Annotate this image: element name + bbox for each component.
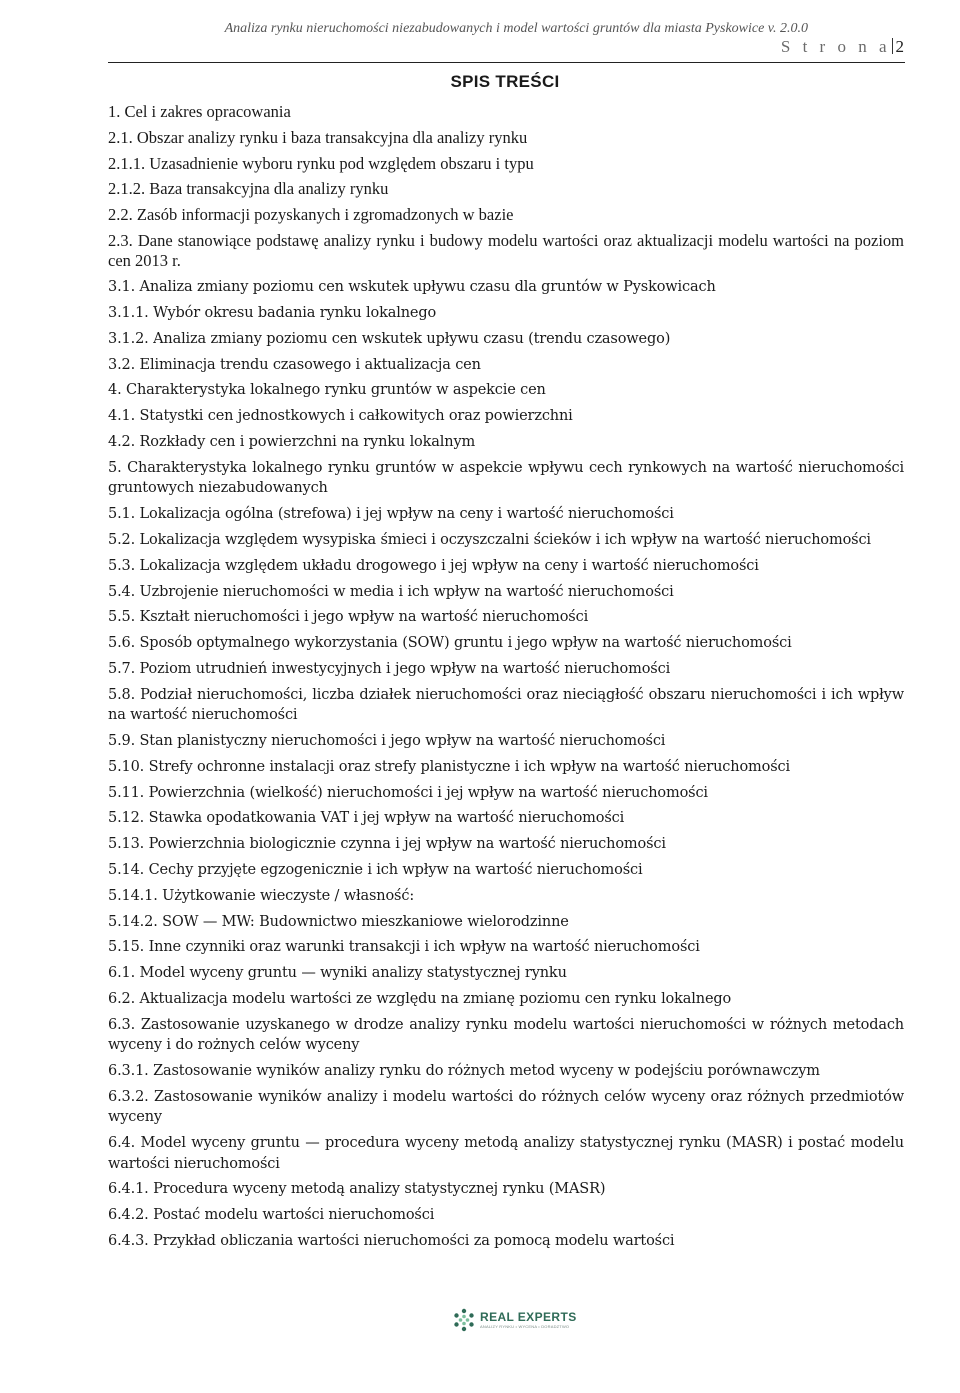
toc-entry[interactable]: 6.4.2. Postać modelu wartości nieruchomości — [108, 1207, 435, 1224]
toc-entry[interactable]: 1. Cel i zakres opracowania — [108, 102, 291, 121]
toc-entry[interactable]: 5. Charakterystyka lokalnego rynku gruntów w aspekcie wpływu cech rynkowych na wartość nieruchomości gruntowych niezabudowanych — [108, 459, 904, 497]
toc-entry[interactable]: 5.14.2. SOW — MW: Budownictwo mieszkaniowe wielorodzinne — [108, 913, 569, 930]
toc-entry[interactable]: 6.3.2. Zastosowanie wyników analizy i modelu wartości do różnych celów wyceny oraz różnych przedmiotów wyceny — [108, 1088, 904, 1126]
toc-entry[interactable]: 6.4.1. Procedura wyceny metodą analizy statystycznej rynku (MASR) — [108, 1181, 606, 1198]
toc-entry[interactable]: 4.2. Rozkłady cen i powierzchni na rynku lokalnym — [108, 434, 476, 451]
toc-entry[interactable]: 5.4. Uzbrojenie nieruchomości w media i ich wpływ na wartość nieruchomości — [108, 583, 674, 600]
toc-entry[interactable]: 6.4. Model wyceny gruntu — procedura wyceny metodą analizy statystycznej rynku (MASR) i postać modelu wartości nieruchomości — [108, 1135, 904, 1172]
toc-entry[interactable]: 5.11. Powierzchnia (wielkość) nieruchomości i jej wpływ na wartość nieruchomości — [108, 784, 708, 801]
toc-entry[interactable]: 5.7. Poziom utrudnień inwestycyjnych i jego wpływ na wartość nieruchomości — [108, 660, 671, 677]
toc-entry[interactable]: 4. Charakterystyka lokalnego rynku gruntów w aspekcie cen — [108, 382, 546, 399]
toc-entry[interactable]: 2.1.2. Baza transakcyjna dla analizy rynku — [108, 179, 389, 199]
toc-entry[interactable]: 2.2. Zasób informacji pozyskanych i zgromadzonych w bazie — [108, 205, 514, 225]
toc-entry[interactable]: 2.1. Obszar analizy rynku i baza transakcyjna dla analizy rynku — [108, 127, 528, 147]
footer-logo — [453, 1308, 577, 1332]
page-label: S t r o n a — [780, 37, 891, 56]
page-number-separator — [892, 38, 893, 54]
toc-entry[interactable]: 5.12. Stawka opodatkowania VAT i jej wpływ na wartość nieruchomości — [108, 810, 625, 827]
toc-entry[interactable]: 5.15. Inne czynniki oraz warunki transakcji i ich wpływ na wartość nieruchomości — [108, 939, 700, 956]
header-rule — [108, 62, 905, 63]
logo-name: REAL EXPERTS — [480, 1309, 577, 1324]
toc-entry[interactable]: 5.14. Cechy przyjęte egzogenicznie i ich wpływ na wartość nieruchomości — [108, 862, 643, 879]
toc-entry[interactable]: 6.1. Model wyceny gruntu — wyniki analizy statystycznej rynku — [108, 965, 567, 982]
page-number-line — [781, 37, 904, 57]
toc-entry[interactable]: 5.8. Podział nieruchomości, liczba działek nieruchomości oraz nieciągłość obszaru nieruchomości i ich wpływ na wartość nieruchomości — [108, 686, 904, 724]
toc-entry[interactable]: 6.2. Aktualizacja modelu wartości ze względu na zmianę poziomu cen rynku lokalnego — [108, 991, 732, 1007]
table-of-contents — [108, 102, 904, 1257]
toc-entry[interactable]: 6.3. Zastosowanie uzyskanego w drodze analizy rynku modelu wartości nieruchomości w różnych metodach wyceny i do rożnych celów wyceny — [108, 1016, 904, 1054]
toc-entry[interactable]: 6.4.3. Przykład obliczania wartości nieruchomości za pomocą modelu wartości — [108, 1233, 675, 1250]
toc-entry[interactable]: 4.1. Statystki cen jednostkowych i całkowitych oraz powierzchni — [108, 408, 573, 425]
toc-entry[interactable]: 6.3.1. Zastosowanie wyników analizy rynku do różnych metod wyceny w podejściu porównawczym — [108, 1063, 820, 1080]
toc-entry[interactable]: 5.3. Lokalizacja względem układu drogowego i jej wpływ na ceny i wartość nieruchomości — [108, 557, 759, 574]
toc-entry[interactable]: 5.14.1. Użytkowanie wieczyste / własność: — [108, 887, 415, 904]
toc-entry[interactable]: 3.1.2. Analiza zmiany poziomu cen wskutek upływu czasu (trendu czasowego) — [108, 330, 671, 347]
toc-entry[interactable]: 3.2. Eliminacja trendu czasowego i aktualizacja cen — [108, 356, 481, 373]
toc-entry[interactable]: 2.3. Dane stanowiące podstawę analizy rynku i budowy modelu wartości oraz aktualizacji modelu wartości na poziom cen 2013 r. — [108, 230, 904, 271]
toc-entry[interactable]: 5.1. Lokalizacja ogólna (strefowa) i jej wpływ na ceny i wartość nieruchomości — [108, 506, 674, 523]
toc-entry[interactable]: 5.5. Kształt nieruchomości i jego wpływ na wartość nieruchomości — [108, 609, 589, 626]
toc-entry[interactable]: 3.1.1. Wybór okresu badania rynku lokalnego — [108, 305, 437, 322]
real-experts-logo-icon — [453, 1308, 475, 1332]
toc-entry[interactable]: 5.9. Stan planistyczny nieruchomości i jego wpływ na wartość nieruchomości — [108, 733, 666, 750]
toc-entry[interactable]: 5.2. Lokalizacja względem wysypiska śmieci i oczyszczalni ścieków i ich wpływ na wartość nieruchomości — [108, 531, 871, 548]
page-number: 2 — [895, 37, 904, 56]
logo-tagline: ANALIZY RYNKU • WYCENA • DORADZTWO — [480, 1323, 570, 1329]
toc-entry[interactable]: 5.10. Strefy ochronne instalacji oraz strefy planistyczne i ich wpływ na wartość nieruchomości — [108, 758, 790, 775]
toc-entry[interactable]: 2.1.1. Uzasadnienie wyboru rynku pod względem obszaru i typu — [108, 153, 534, 173]
toc-entry[interactable]: 3.1. Analiza zmiany poziomu cen wskutek upływu czasu dla gruntów w Pyskowicach — [108, 279, 716, 296]
toc-entry[interactable]: 5.13. Powierzchnia biologicznie czynna i jej wpływ na wartość nieruchomości — [108, 836, 666, 853]
page-header-title: Analiza rynku nieruchomości niezabudowanych i model wartości gruntów dla miasta Pyskowice v. 2.0.0 — [224, 21, 808, 36]
toc-entry[interactable]: 5.6. Sposób optymalnego wykorzystania (SOW) gruntu i jego wpływ na wartość nieruchomości — [108, 635, 792, 652]
toc-title: SPIS TREŚCI — [450, 72, 560, 91]
